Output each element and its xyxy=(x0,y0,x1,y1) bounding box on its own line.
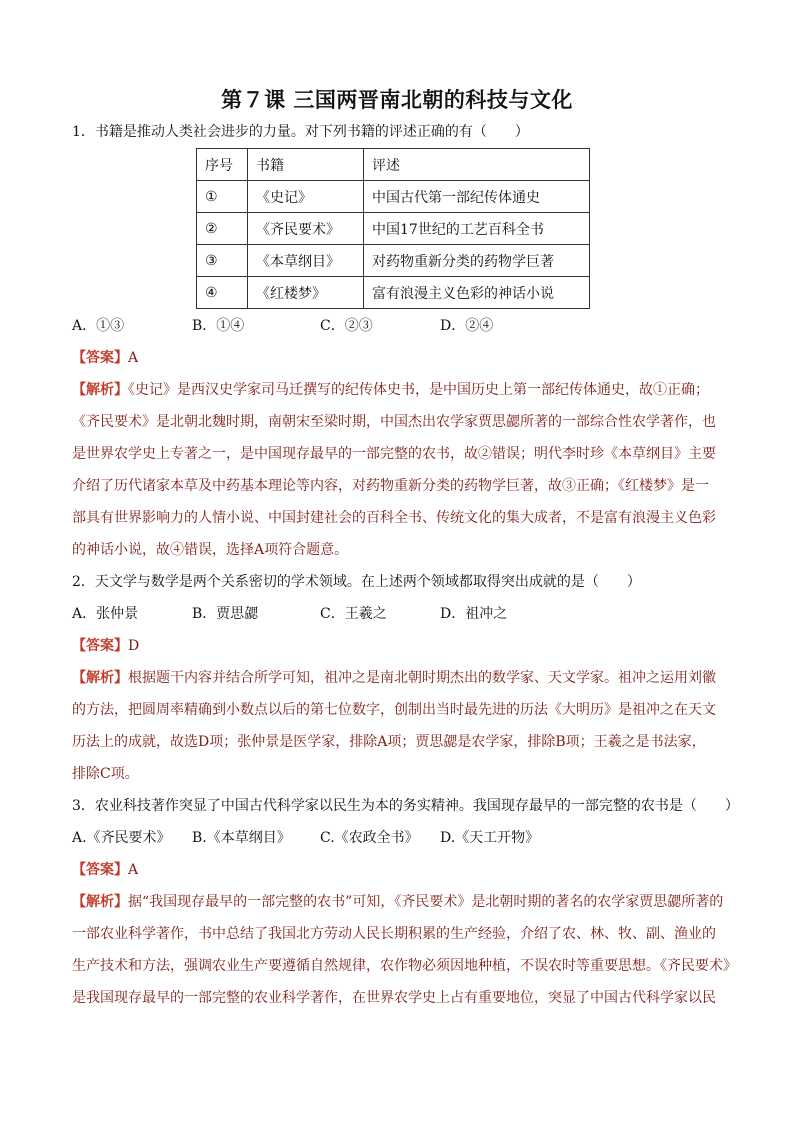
question-2-analysis-line: 排除C项。 xyxy=(72,766,139,782)
question-1-options xyxy=(72,316,732,336)
question-1-analysis-line xyxy=(72,380,732,400)
table-header-row xyxy=(197,149,590,181)
table-cell: 富有浪漫主义色彩的神话小说 xyxy=(364,277,590,309)
table-cell: ④ xyxy=(197,277,248,309)
table-cell: 《本草纲目》 xyxy=(248,245,364,277)
option-b: B．贾思勰 xyxy=(192,606,259,622)
table-cell: 《红楼梦》 xyxy=(248,277,364,309)
table-header-cell: 序号 xyxy=(197,149,248,181)
answer-value: A xyxy=(128,350,139,366)
question-3-analysis-line: 一部农业科学著作，书中总结了我国北方劳动人民长期积累的生产经验，介绍了农、林、牧、副、渔业的 xyxy=(72,926,716,942)
table-header-cell: 评述 xyxy=(364,149,590,181)
question-1-stem: 1．书籍是推动人类社会进步的力量。对下列书籍的评述正确的有（ ） xyxy=(72,124,529,140)
question-1-analysis-line: 是世界农学史上专著之一，是中国现存最早的一部完整的农书，故②错误；明代李时珍《本草纲目》主要 xyxy=(72,446,716,462)
table-cell: 《齐民要术》 xyxy=(248,213,364,245)
question-1-analysis-line: 介绍了历代诸家本草及中药基本理论等内容，对药物重新分类的药物学巨著，故③正确；《红楼梦》是一 xyxy=(72,478,709,494)
question-2-answer xyxy=(72,636,732,656)
option-a: A．①③ xyxy=(72,318,125,334)
table-cell: 中国17世纪的工艺百科全书 xyxy=(364,213,590,245)
question-2-analysis-line: 的方法，把圆周率精确到小数点以后的第七位数字，创制出当时最先进的历法《大明历》是祖冲之在天文 xyxy=(72,702,716,718)
books-table xyxy=(196,148,590,309)
option-a: A.《齐民要术》 xyxy=(72,830,171,846)
table-cell: ② xyxy=(197,213,248,245)
analysis-text: 根据题干内容并结合所学可知，祖冲之是南北朝时期杰出的数学家、天文学家。祖冲之运用刘徽 xyxy=(128,670,716,686)
answer-tag: 【答案】 xyxy=(72,350,128,366)
option-c: C.《农政全书》 xyxy=(320,830,419,846)
analysis-tag: 【解析】 xyxy=(72,670,128,686)
table-cell: ③ xyxy=(197,245,248,277)
table-row xyxy=(197,213,590,245)
table-cell: 对药物重新分类的药物学巨著 xyxy=(364,245,590,277)
question-2-analysis-line xyxy=(72,668,732,688)
question-3-answer xyxy=(72,860,732,880)
option-b: B．①④ xyxy=(192,318,245,334)
option-d: D．②④ xyxy=(440,318,494,334)
option-a: A．张仲景 xyxy=(72,606,139,622)
table-header-cell: 书籍 xyxy=(248,149,364,181)
question-1-analysis-line: 《齐民要术》是北朝北魏时期，南朝宋至梁时期，中国杰出农学家贾思勰所著的一部综合性农学著作，也 xyxy=(72,414,716,430)
analysis-text: 据“我国现存最早的一部完整的农书”可知，《齐民要术》是北朝时期的著名的农学家贾思勰所著的 xyxy=(128,894,724,910)
answer-tag: 【答案】 xyxy=(72,638,128,654)
question-3-analysis-line: 生产技术和方法，强调农业生产要遵循自然规律，农作物必须因地种植，不误农时等重要思想。《齐民要术》 xyxy=(72,958,737,974)
question-2-options xyxy=(72,604,732,624)
question-2-analysis-line: 历法上的成就，故选D项；张仲景是医学家，排除A项；贾思勰是农学家，排除B项；王羲之是书法家， xyxy=(72,734,706,750)
option-c: C．王羲之 xyxy=(320,606,387,622)
answer-value: A xyxy=(128,862,139,878)
table-cell: 中国古代第一部纪传体通史 xyxy=(364,181,590,213)
table-row xyxy=(197,245,590,277)
question-3-analysis-line xyxy=(72,892,732,912)
question-3-options xyxy=(72,828,732,848)
answer-value: D xyxy=(128,638,140,654)
question-3-stem: 3．农业科技著作突显了中国古代科学家以民生为本的务实精神。我国现存最早的一部完整的农书是（ ） xyxy=(72,798,739,814)
question-1-analysis-line: 的神话小说，故④错误，选择A项符合题意。 xyxy=(72,542,349,558)
table-cell: 《史记》 xyxy=(248,181,364,213)
question-2-stem: 2．天文学与数学是两个关系密切的学术领域。在上述两个领域都取得突出成就的是（ ） xyxy=(72,574,641,590)
analysis-text: 《史记》是西汉史学家司马迁撰写的纪传体史书，是中国历史上第一部纪传体通史，故①正确； xyxy=(128,382,709,398)
question-1-analysis-line: 部具有世界影响力的人情小说、中国封建社会的百科全书、传统文化的集大成者，不是富有浪漫主义色彩 xyxy=(72,510,716,526)
question-1-answer xyxy=(72,348,732,368)
answer-tag: 【答案】 xyxy=(72,862,128,878)
table-row xyxy=(197,277,590,309)
analysis-tag: 【解析】 xyxy=(72,382,128,398)
option-c: C．②③ xyxy=(320,318,373,334)
table-row xyxy=(197,181,590,213)
question-3-analysis-line: 是我国现存最早的一部完整的农业科学著作，在世界农学史上占有重要地位，突显了中国古代科学家以民 xyxy=(72,990,716,1006)
analysis-tag: 【解析】 xyxy=(72,894,128,910)
table-cell: ① xyxy=(197,181,248,213)
page-title: 第７课 三国两晋南北朝的科技与文化 xyxy=(221,88,573,112)
option-d: D．祖冲之 xyxy=(440,606,508,622)
option-d: D.《天工开物》 xyxy=(440,830,540,846)
option-b: B.《本草纲目》 xyxy=(192,830,291,846)
